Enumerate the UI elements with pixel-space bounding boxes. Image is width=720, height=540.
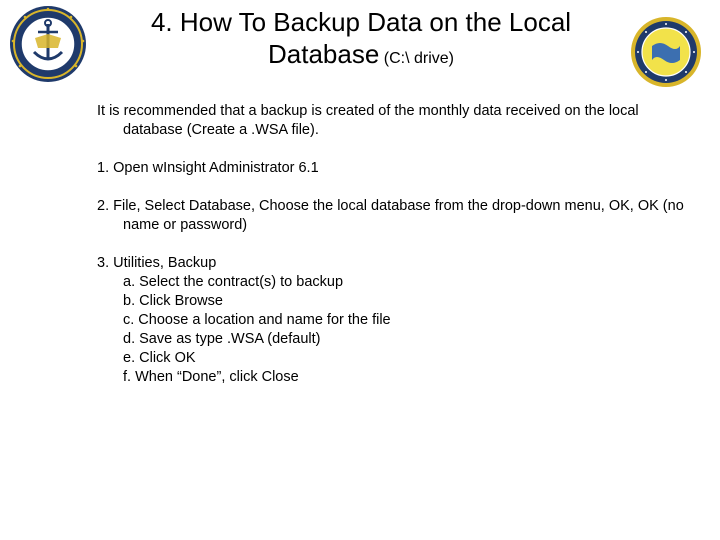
step-3-item: f. When “Done”, click Close bbox=[123, 369, 299, 385]
slide-body bbox=[97, 102, 697, 387]
title-main: Database bbox=[268, 39, 380, 69]
organization-emblem-icon bbox=[630, 16, 702, 88]
slide-title bbox=[96, 6, 626, 75]
title-line-2 bbox=[96, 38, 626, 75]
step-2: 2. File, Select Database, Choose the local database from the drop-down menu, OK, OK (no name or password) bbox=[97, 198, 684, 233]
step-3-item: e. Click OK bbox=[123, 350, 196, 366]
navy-seal-icon bbox=[8, 4, 88, 84]
step-3-item: d. Save as type .WSA (default) bbox=[123, 331, 321, 347]
step-3-item: c. Choose a location and name for the file bbox=[123, 312, 391, 328]
intro-text: It is recommended that a backup is created of the monthly data received on the local database (Create a .WSA file). bbox=[97, 103, 639, 138]
step-1: 1. Open wInsight Administrator 6.1 bbox=[97, 160, 319, 176]
step-3-item: b. Click Browse bbox=[123, 293, 223, 309]
title-suffix: (C:\ drive) bbox=[379, 50, 454, 67]
step-3-item: a. Select the contract(s) to backup bbox=[123, 274, 344, 290]
step-3: 3. Utilities, Backup bbox=[97, 255, 217, 271]
title-line-1: 4. How To Backup Data on the Local bbox=[150, 7, 572, 37]
